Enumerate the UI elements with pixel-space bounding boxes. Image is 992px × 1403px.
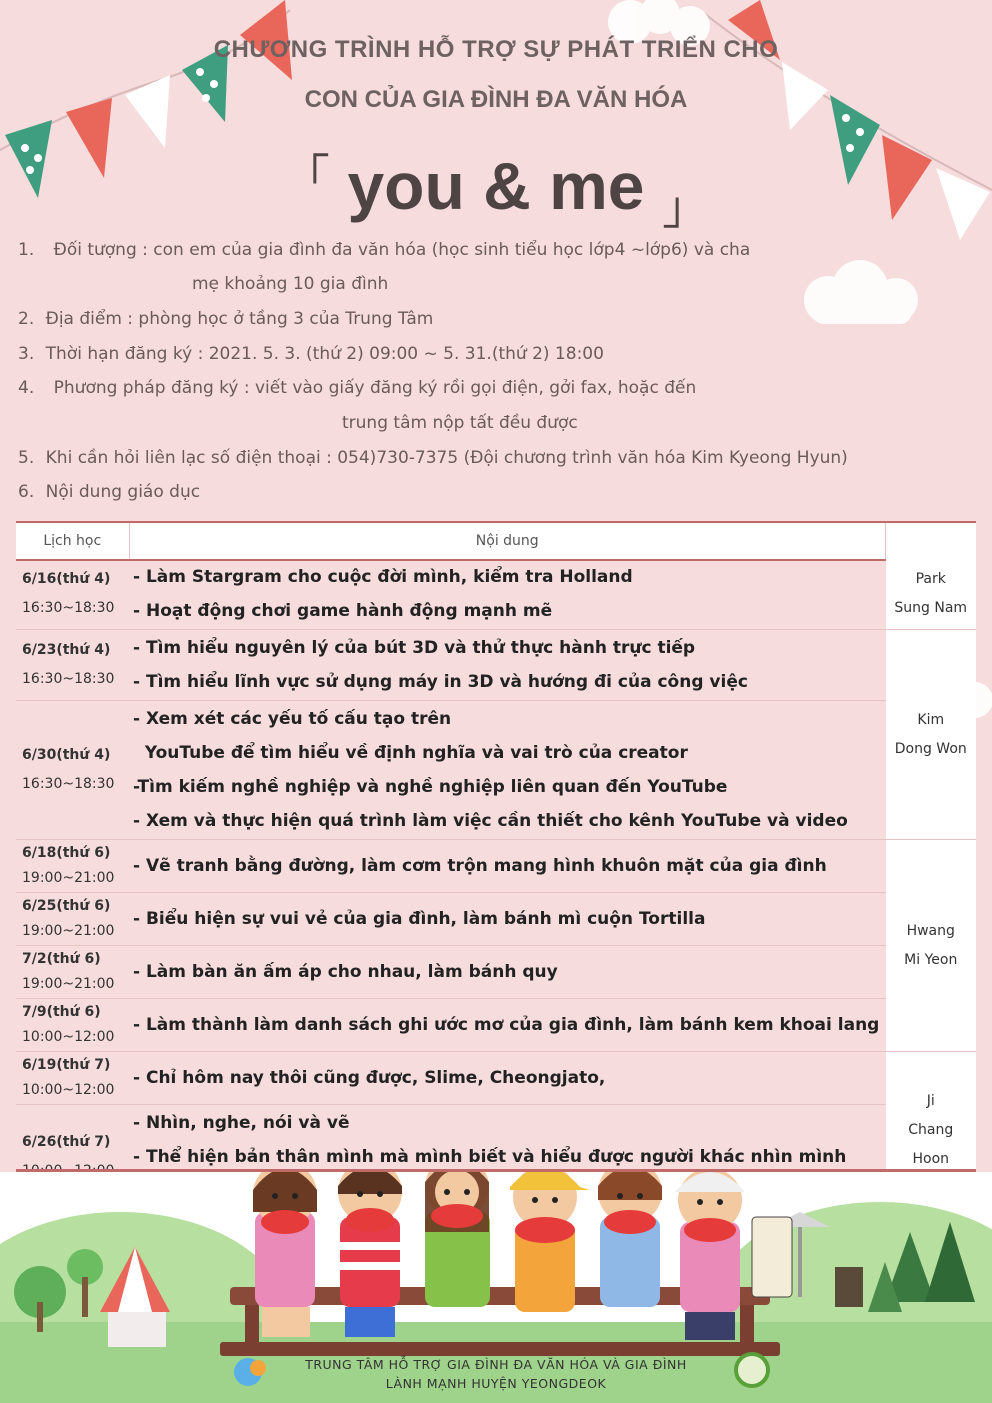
date-label: 7/2(thứ 6) <box>22 951 101 967</box>
info-item-3 <box>18 344 604 364</box>
instructor-name: Park <box>915 571 946 587</box>
content-cell <box>129 840 886 893</box>
content-item: - Nhìn, nghe, nói và vẽ <box>133 1113 350 1133</box>
title-line2: CON CỦA GIA ĐÌNH ĐA VĂN HÓA <box>304 86 688 113</box>
schedule-cell <box>16 999 129 1052</box>
info-num: 5. <box>18 448 35 468</box>
time-label: 16:30~18:30 <box>22 776 115 792</box>
content-item: - Thể hiện bản thân mình mà mình biết và hiểu được người khác nhìn mình <box>133 1147 847 1167</box>
instructor-name: Kim <box>917 711 945 728</box>
instructor-name: Mi Yeon <box>904 951 958 968</box>
content-item: YouTube để tìm hiểu về định nghĩa và vai trò của creator <box>133 743 688 763</box>
content-item: - Làm Stargram cho cuộc đời mình, kiểm tra Holland <box>133 567 633 587</box>
info-text: Khi cần hỏi liên lạc số điện thoại : 054)730-7375 (Đội chương trình văn hóa Kim Kyeong Hyun) <box>45 448 848 468</box>
table-row <box>16 559 976 630</box>
content-item: - Làm thành làm danh sách ghi ước mơ của gia đình, làm bánh kem khoai lang <box>133 1015 880 1035</box>
instructor-name: Dong Won <box>894 740 967 757</box>
instructor-cell <box>886 559 977 630</box>
table-row <box>16 999 976 1052</box>
bracket-close: 」 <box>662 184 707 233</box>
title-line1: CHƯƠNG TRÌNH HỖ TRỢ SỰ PHÁT TRIỂN CHO <box>213 36 779 63</box>
header-schedule: Lịch học <box>16 523 129 559</box>
info-item-4-cont: trung tâm nộp tất đều được <box>342 413 578 433</box>
content-cell <box>129 559 886 630</box>
info-text: Phương pháp đăng ký : viết vào giấy đăng ký rồi gọi điện, gởi fax, hoặc đến <box>53 378 697 398</box>
content-cell <box>129 893 886 946</box>
schedule-cell <box>16 701 129 840</box>
time-label: 16:30~18:30 <box>22 600 115 616</box>
date-label: 6/26(thứ 7) <box>22 1134 111 1150</box>
info-text: Thời hạn đăng ký : 2021. 5. 3. (thứ 2) 09:00 ~ 5. 31.(thứ 2) 18:00 <box>45 344 604 364</box>
info-text: Địa điểm : phòng học ở tầng 3 của Trung Tâm <box>45 309 434 329</box>
content-cell <box>129 630 886 701</box>
content-item: - Xem và thực hiện quá trình làm việc cần thiết cho kênh YouTube và video <box>133 811 848 831</box>
content-cell <box>129 701 886 840</box>
table-row <box>16 946 976 999</box>
date-label: 6/16(thứ 4) <box>22 571 111 587</box>
date-label: 6/18(thứ 6) <box>22 845 111 861</box>
schedule-table <box>16 523 976 1209</box>
table-row <box>16 630 976 701</box>
footer-line2: LÀNH MẠNH HUYỆN YEONGDEOK <box>385 1376 607 1391</box>
info-text: Nội dung giáo dục <box>45 482 201 502</box>
date-label: 7/9(thứ 6) <box>22 1004 101 1020</box>
instructor-name: Sung Nam <box>894 600 968 616</box>
content-item: - Biểu hiện sự vui vẻ của gia đình, làm bánh mì cuộn Tortilla <box>133 909 706 929</box>
time-label: 19:00~21:00 <box>22 870 115 886</box>
header-content: Nội dung <box>129 523 886 559</box>
info-item-1 <box>18 240 750 260</box>
main-title-text: you & me <box>347 149 645 223</box>
table-row <box>16 840 976 893</box>
time-label: 19:00~21:00 <box>22 923 115 939</box>
info-num: 4. <box>18 378 35 398</box>
content-item: - Làm bàn ăn ấm áp cho nhau, làm bánh quy <box>133 962 558 982</box>
time-label: 16:30~18:30 <box>22 671 115 687</box>
content-item: - Tìm hiểu nguyên lý của bút 3D và thử thực hành trực tiếp <box>133 638 696 658</box>
schedule-cell <box>16 840 129 893</box>
info-item-4 <box>18 378 696 398</box>
info-text: Đối tượng : con em của gia đình đa văn hóa (học sinh tiểu học lớp4 ~lớp6) và cha <box>53 240 751 260</box>
time-label: 10:00~12:00 <box>22 1082 115 1098</box>
date-label: 6/30(thứ 4) <box>22 747 111 763</box>
time-label: 19:00~21:00 <box>22 976 115 992</box>
content-item: - Vẽ tranh bằng đường, làm cơm trộn mang hình khuôn mặt của gia đình <box>133 856 827 876</box>
date-label: 6/23(thứ 4) <box>22 642 111 658</box>
header-instructor <box>886 523 977 559</box>
info-num: 1. <box>18 240 35 260</box>
instructor-name: Hwang <box>906 922 955 939</box>
table-row <box>16 893 976 946</box>
instructor-name: Hoon <box>912 1151 950 1167</box>
instructor-cell <box>886 840 977 1052</box>
instructor-name: Chang <box>908 1122 954 1138</box>
info-item-1-cont: mẹ khoảng 10 gia đình <box>192 274 389 294</box>
time-label: 10:00~12:00 <box>22 1029 115 1045</box>
date-label: 6/25(thứ 6) <box>22 898 111 914</box>
date-label: 6/19(thứ 7) <box>22 1057 111 1073</box>
content-item: - Xem xét các yếu tố cấu tạo trên <box>133 709 452 729</box>
main-title <box>0 140 992 236</box>
content-cell <box>129 946 886 999</box>
table-header-row <box>16 523 976 559</box>
content-item: -Tìm kiếm nghề nghiệp và nghề nghiệp liên quan đến YouTube <box>133 777 728 797</box>
content-cell <box>129 1052 886 1105</box>
schedule-cell <box>16 1052 129 1105</box>
schedule-cell <box>16 630 129 701</box>
content-item: - Hoạt động chơi game hành động mạnh mẽ <box>133 601 553 621</box>
table-row <box>16 701 976 840</box>
instructor-cell <box>886 630 977 840</box>
table-row <box>16 1052 976 1105</box>
info-item-5 <box>18 448 848 468</box>
footer-line1: TRUNG TÂM HỖ TRỢ GIA ĐÌNH ĐA VĂN HÓA VÀ GIA ĐÌNH <box>305 1357 687 1372</box>
info-item-2 <box>18 309 433 329</box>
info-num: 6. <box>18 482 35 502</box>
schedule-cell <box>16 946 129 999</box>
info-num: 2. <box>18 309 35 329</box>
content-cell <box>129 999 886 1052</box>
schedule-cell <box>16 893 129 946</box>
schedule-cell <box>16 559 129 630</box>
instructor-name: Ji <box>926 1093 935 1109</box>
bracket-open: 「 <box>285 152 330 201</box>
content-item: - Tìm hiểu lĩnh vực sử dụng máy in 3D và hướng đi của công việc <box>133 672 748 692</box>
content-item: - Chỉ hôm nay thôi cũng được, Slime, Cheongjato, <box>133 1068 606 1088</box>
info-num: 3. <box>18 344 35 364</box>
info-item-6 <box>18 482 200 502</box>
